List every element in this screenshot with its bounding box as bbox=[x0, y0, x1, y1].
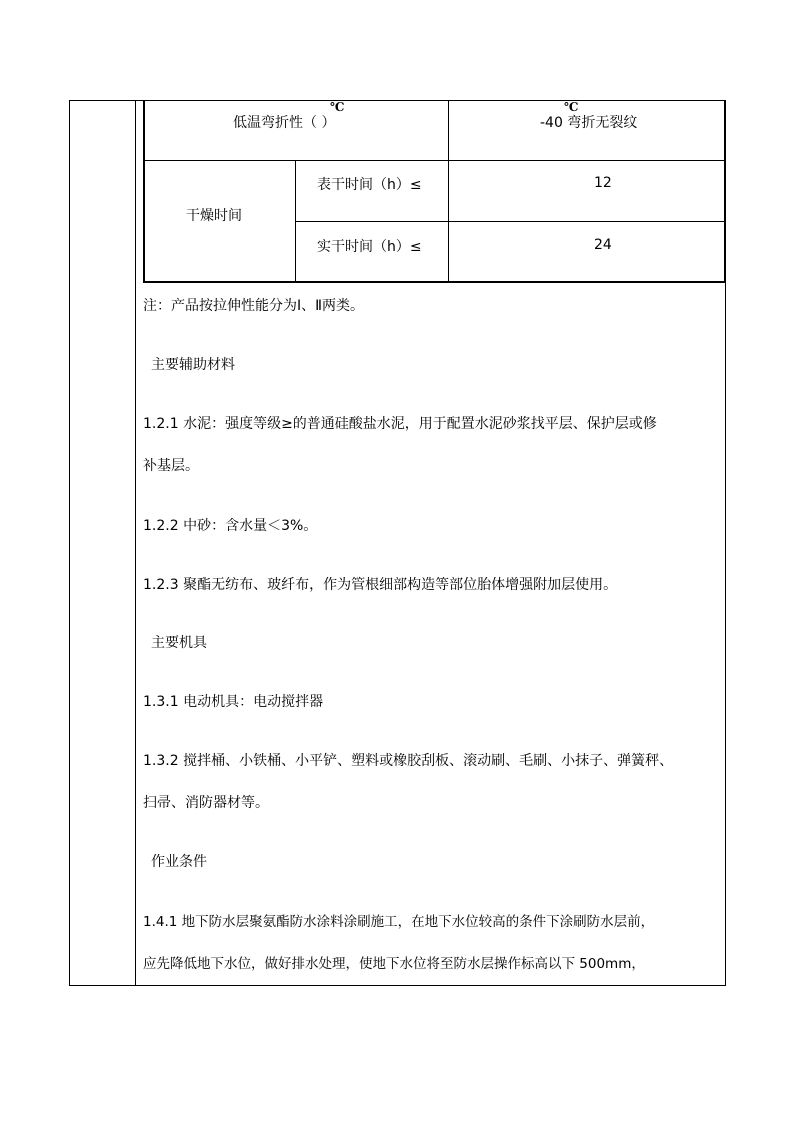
table-sublabel-column-divider bbox=[295, 160, 296, 283]
paragraph-1-4-1-line2: 应先降低地下水位，做好排水处理，使地下水位将至防水层操作标高以下 500mm， bbox=[143, 956, 645, 972]
paragraph-1-4-1-line1: 1.4.1 地下防水层聚氨酯防水涂料涂刷施工，在地下水位较高的条件下涂刷防水层前， bbox=[143, 914, 655, 930]
full-dry-label: 实干时间（h）≤ bbox=[317, 239, 422, 255]
paragraph-1-3-2-line1: 1.3.2 搅拌桶、小铁桶、小平铲、塑料或橡胶刮板、滚动刷、毛刷、小抹子、弹簧秤、 bbox=[143, 753, 674, 769]
heading-work-conditions: 作业条件 bbox=[151, 854, 207, 870]
surface-dry-value: 12 bbox=[594, 175, 612, 191]
low-temp-bend-label: 低温弯折性（ ） bbox=[233, 115, 336, 131]
heading-auxiliary-materials: 主要辅助材料 bbox=[151, 357, 235, 373]
paragraph-1-3-1: 1.3.1 电动机具：电动搅拌器 bbox=[143, 694, 324, 710]
paragraph-1-2-2: 1.2.2 中砂：含水量＜3%。 bbox=[143, 518, 318, 534]
paragraph-1-2-1-line1: 1.2.1 水泥：强度等级≥的普通硅酸盐水泥，用于配置水泥砂浆找平层、保护层或修 bbox=[143, 416, 657, 432]
paragraph-1-2-1-line2: 补基层。 bbox=[143, 458, 199, 474]
outer-column-divider bbox=[135, 100, 136, 986]
full-dry-value: 24 bbox=[594, 237, 612, 253]
low-temp-bend-unit: ℃ bbox=[330, 100, 345, 114]
low-temp-bend-value: -40 弯折无裂纹 bbox=[540, 115, 638, 131]
paragraph-1-2-3: 1.2.3 聚酯无纺布、玻纤布，作为管根细部构造等部位胎体增强附加层使用。 bbox=[143, 577, 618, 593]
paragraph-1-3-2-line2: 扫帚、消防器材等。 bbox=[143, 795, 269, 811]
table-value-column-divider bbox=[448, 100, 449, 283]
surface-dry-label: 表干时间（h）≤ bbox=[317, 177, 422, 193]
spec-table bbox=[143, 100, 725, 283]
heading-main-tools: 主要机具 bbox=[151, 635, 207, 651]
low-temp-bend-value-unit: ℃ bbox=[564, 100, 579, 114]
table-row-divider bbox=[143, 160, 725, 161]
table-subrow-divider bbox=[295, 221, 725, 222]
note-text: 注：产品按拉伸性能分为Ⅰ、Ⅱ两类。 bbox=[143, 298, 365, 314]
drying-time-label: 干燥时间 bbox=[186, 208, 242, 224]
